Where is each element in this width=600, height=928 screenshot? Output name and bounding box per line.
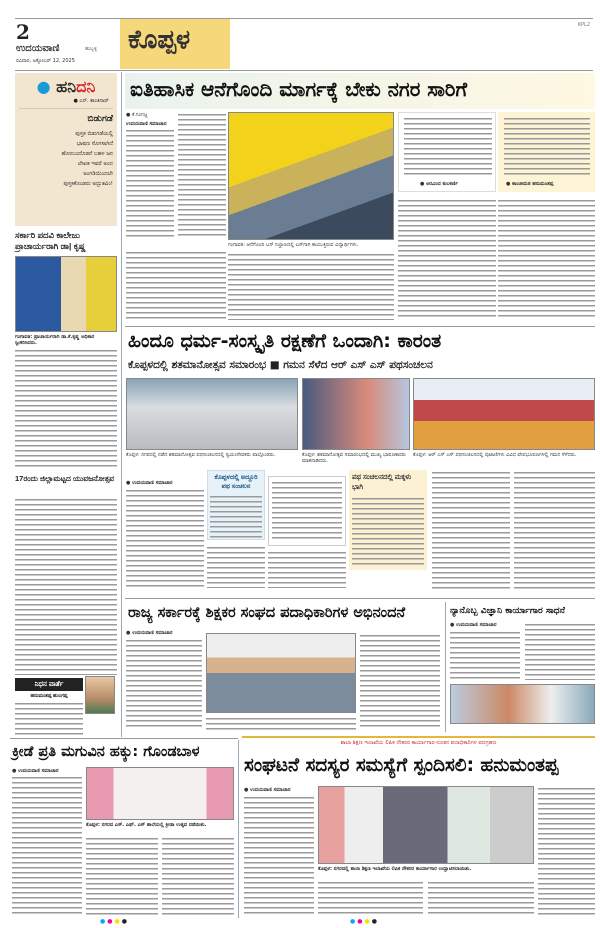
hani-author: ● ಎನ್. ಶಾಂತಿನಾಥ್ [73, 98, 109, 104]
dani-title: ದನಿ [76, 77, 96, 96]
speaker-photo [302, 378, 410, 450]
second-dateline: ● ಉದಯವಾಣಿ ಸಮಾಚಾರ [126, 480, 173, 486]
bottom-body-2 [318, 880, 423, 916]
caption-speaker: ಕೊಪ್ಪಳ: ಶತಮಾನೋತ್ಸವ ಸಮಾರಂಭದಲ್ಲಿ ಮುಖ್ಯ ಭಾಷಣಕಾರರು ಮಾತನಾಡಿದರು. [302, 452, 407, 464]
section-title [120, 19, 230, 69]
kicker-rule [242, 736, 595, 738]
third-dateline: ● ಉದಯವಾಣಿ ಸಮಾಚಾರ [126, 630, 173, 636]
side-dateline: ● ಉದಯವಾಣಿ ಸಮಾಚಾರ [450, 622, 497, 628]
color-registration-marks: ●●●● [350, 918, 379, 925]
left-headline-2: 17ರಂದು ಜಿಲ್ಲಾಮಟ್ಟದ ಯುವಜನೋತ್ಸವ [15, 474, 115, 483]
top-dateline: ಉದಯವಾಣಿ ಸಮಾಚಾರ [126, 121, 167, 127]
poem-line: ಹೊರಬಂದೊಡನೆ ಬಹಳ ಜನ [61, 151, 113, 157]
poem-title: ಬಿಡುಗಡೆ [87, 113, 113, 123]
third-headline: ರಾಜ್ಯ ಸರ್ಕಾರಕ್ಕೆ ಶಿಕ್ಷಕರ ಸಂಘದ ಪದಾಧಿಕಾರಿಗಳ ಅಭಿನಂದನೆ [128, 605, 406, 621]
left-body-1 [15, 348, 117, 470]
bottom-kicker: ಶಾಲಾ ಶಿಕ್ಷಣ ಇಲಾಖೆಯ ಲಿಪಿಕ ನೌಕರರ ಕಾರ್ಯಾಗಾರ-ನೂತನ ಪದಾಧಿಕಾರಿಗಳ ಪದಗ್ರಹಣ [340, 740, 497, 746]
second-body-1 [126, 488, 204, 588]
poem-line: ಪುಸ್ತಕಕೊಂಡರು ಅದ್ಭುತವಿಂ! [63, 181, 113, 187]
top-body-1 [126, 128, 174, 238]
top-body-2 [178, 112, 226, 238]
date: ರವಿವಾರ, ಅಕ್ಟೋಬರ್ 12, 2025 [16, 58, 75, 64]
masthead: ಉದಯವಾಣಿ [16, 43, 60, 54]
workshop-photo [318, 786, 534, 864]
second-body-4 [432, 470, 510, 590]
sports-body-3 [162, 836, 234, 916]
second-headline: ಹಿಂದೂ ಧರ್ಮ-ಸಂಸ್ಕೃತಿ ರಕ್ಷಣೆಗೆ ಒಂದಾಗಿ: ಕಾರಂತ [128, 330, 442, 352]
edition-tag: ಹುಬ್ಬಳ್ಳಿ [85, 46, 98, 52]
box-1-body [210, 494, 262, 538]
march-photo [126, 378, 298, 450]
top-caption: ಗಂಗಾವತಿ: ಆನೆಗೊಂದಿ ಬಸ್ ನಿಲ್ದಾಣದಲ್ಲಿ ಬಸ್‌ಗಾಗಿ ಕಾಯುತ್ತಿರುವ ವಿದ್ಯಾರ್ಥಿಗಳು. [228, 242, 359, 248]
second-subhead: ಕೊಪ್ಪಳದಲ್ಲಿ ಶತಮಾನೋತ್ಸವ ಸಮಾರಂಭ ■ ಗಮನ ಸೆಳೆದ ಆರ್ ಎಸ್ ಎಸ್ ಪಥಸಂಚಲನ [128, 359, 433, 371]
box-1-title: ಕೊಪ್ಪಳದಲ್ಲಿ ಅದ್ದೂರಿ ಪಥ ಸಂಚಲನ [214, 474, 258, 490]
sports-headline: ಕ್ರೀಡೆ ಪ್ರತಿ ಮಗುವಿನ ಹಕ್ಕು: ಗೊಂಡಬಾಳ [12, 744, 200, 760]
bottom-headline: ಸಂಘಟನೆ ಸದಸ್ಯರ ಸಮಸ್ಯೆಗೆ ಸ್ಪಂದಿಸಲಿ: ಹನುಮಂತಪ್ಪ [244, 755, 559, 776]
quote-author-1: ● ಅರವಿಂದ ಕುಲಕರ್ಣಿ [420, 181, 458, 187]
page-code: KPL2 [577, 22, 590, 28]
section-label: ಕೊಪ್ಪಳ [128, 25, 191, 55]
hani-dani-box [15, 73, 117, 226]
children-photo [413, 378, 595, 450]
third-body-3 [206, 716, 356, 730]
poem-line: ಲೇಖಕ ಇವರೆ ಅಂದ [77, 161, 113, 167]
sports-photo [86, 767, 234, 820]
top-byline: ● ಕೆ.ನಿಂಗಜ್ಜ [126, 112, 148, 118]
side-body-2 [525, 622, 595, 680]
drop-icon: ● [36, 77, 51, 96]
sports-body-1 [12, 775, 82, 915]
sports-dateline: ● ಉದಯವಾಣಿ ಸಮಾಚಾರ [12, 768, 59, 774]
obituary-label: ನಿಧನ ವಾರ್ತೆ [15, 678, 83, 691]
obituary-name: ಹನುಮಂತಪ್ಪ ಹುಲಗಪ್ಪ [30, 693, 68, 699]
top-body-4 [228, 252, 394, 320]
bottom-body-4 [538, 786, 595, 916]
obituary-photo [85, 676, 115, 714]
caption-children: ಕೊಪ್ಪಳ: ಆರ್ ಎಸ್ ಎಸ್ ಪಥಸಂಚಲನದಲ್ಲಿ ಪುಟಾಣಿಗಳು ವಿವಿಧ ವೇಷಭೂಷಣಗಳಲ್ಲಿ ಗಮನ ಸೆಳೆದರು. [413, 452, 577, 458]
hani-title: ಹನಿ [56, 77, 77, 96]
poem-line: ಅಂಗಡಿಯಿಂದಲೇ [83, 171, 113, 177]
bus-photo [228, 112, 394, 240]
quote-author-2: ● ಕಾಂಚೀಮಠ ಹನುಮಂತಪ್ಪ [506, 181, 554, 187]
top-body-5 [398, 198, 496, 320]
poem-line: ಭಾಷಣ ಸೊಗಸಾಗಿದೆ [76, 141, 113, 147]
bottom-body-3 [428, 880, 534, 916]
side-headline: ನ್ಯಾನೊಬ್ಬ ವಿಜ್ಞಾನಿ ಕಾರ್ಯಾಗಾರ ಸಾಧನೆ [450, 606, 565, 616]
side-body-1 [450, 630, 520, 680]
top-body-3 [126, 250, 226, 320]
third-body-1 [126, 638, 202, 728]
quote-body-1 [404, 116, 492, 176]
top-body-6 [498, 198, 595, 320]
box-2-title: ಪಥ ಸಂಚಲನದಲ್ಲಿ ಮಕ್ಕಳು ಭಾಗಿ [352, 474, 412, 491]
second-body-5 [514, 470, 595, 590]
sports-body-2 [86, 836, 158, 916]
box-2-body [352, 496, 424, 566]
sports-caption: ಕೊಪ್ಪಳ: ನಗರದ ಎಸ್. ಎಫ್. ಎಸ್ ಶಾಲೆಯಲ್ಲಿ ಕ್ರೀಡಾ ಉತ್ಸವ ನಡೆಯಿತು. [86, 822, 207, 828]
second-body-3 [268, 550, 346, 588]
quote-body-2 [504, 116, 590, 176]
third-body-2 [360, 633, 440, 728]
top-headline: ಐತಿಹಾಸಿಕ ಆನೆಗೊಂದಿ ಮಾರ್ಗಕ್ಕೆ ಬೇಕು ನಗರ ಸಾರಿಗೆ [130, 77, 468, 101]
quote-body-3 [272, 480, 342, 542]
caption-march: ಕೊಪ್ಪಳ: ನಗರದಲ್ಲಿ ನಡೆದ ಶತಮಾನೋತ್ಸವ ಪಥಸಂಚಲನದಲ್ಲಿ ಸ್ವಯಂಸೇವಕರು ಪಾಲ್ಗೊಂಡರು. [126, 452, 276, 458]
bottom-dateline: ● ಉದಯವಾಣಿ ಸಮಾಚಾರ [244, 787, 291, 793]
page-number: 2 [16, 20, 30, 44]
scientist-photo [450, 684, 595, 724]
left-headline-1: ಸರ್ಕಾರಿ ಪದವಿ ಕಾಲೇಜು ಪ್ರಾಚಾರ್ಯರಾಗಿ ಡಾ| ಕೃಷ್ಣ [15, 230, 86, 251]
color-registration-marks: ●●●● [100, 918, 129, 925]
teachers-photo [206, 633, 356, 713]
bottom-body-1 [244, 795, 314, 915]
principal-photo [15, 256, 117, 332]
bottom-caption: ಕೊಪ್ಪಳ: ನಗರದಲ್ಲಿ ಶಾಲಾ ಶಿಕ್ಷಣ ಇಲಾಖೆಯ ಲಿಪಿಕ ನೌಕರರ ಕಾರ್ಯಾಗಾರ ಉದ್ಘಾಟಿಸಲಾಯಿತು. [318, 866, 472, 872]
second-body-2 [207, 545, 265, 588]
obituary-body [15, 701, 83, 735]
left-body-2 [15, 497, 117, 675]
left-caption-1: ಗಂಗಾವತಿ: ಪ್ರಾಚಾರ್ಯರಾಗಿ ಡಾ.ಕೆ.ಕೃಷ್ಣ ಅಧಿಕಾರ ಸ್ವೀಕರಿಸಿದರು. [15, 334, 95, 346]
poem-line: ಪುಸ್ತಕ ಬಿಡುಗಡೆಯಲ್ಲಿ [75, 131, 113, 137]
